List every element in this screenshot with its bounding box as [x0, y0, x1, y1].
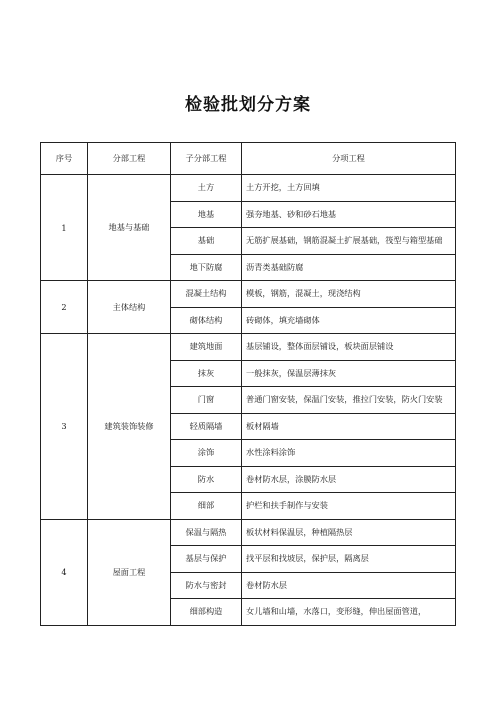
sub-items-cell: 基层铺设，整体面层铺设，板块面层铺设 [242, 334, 456, 361]
subdivision-cell: 防水 [171, 466, 242, 493]
serial-no-cell: 4 [41, 519, 88, 625]
subdivision-cell: 地基 [171, 201, 242, 228]
subdivision-cell: 土方 [171, 175, 242, 202]
sub-items-cell: 砖砌体，填充墙砌体 [242, 307, 456, 334]
serial-no-cell: 3 [41, 334, 88, 520]
table-row [41, 519, 456, 546]
subdivision-cell: 防水与密封 [171, 572, 242, 599]
division-cell: 主体结构 [88, 281, 171, 334]
sub-items-cell: 板材隔墙 [242, 413, 456, 440]
sub-items-cell: 卷材防水层 [242, 572, 456, 599]
sub-items-cell: 卷材防水层，涂膜防水层 [242, 466, 456, 493]
inspection-lot-table [40, 142, 456, 626]
division-cell: 建筑装饰装修 [88, 334, 171, 520]
sub-items-cell: 一般抹灰，保温层薄抹灰 [242, 360, 456, 387]
subdivision-cell: 基层与保护 [171, 546, 242, 573]
sub-items-cell: 土方开挖，土方回填 [242, 175, 456, 202]
division-cell: 屋面工程 [88, 519, 171, 625]
document-title: 检验批划分方案 [185, 95, 311, 115]
header-subdivision: 子分部工程 [171, 143, 242, 175]
subdivision-cell: 基础 [171, 228, 242, 255]
sub-items-cell: 普通门窗安装，保温门安装，推拉门安装，防火门安装 [242, 387, 456, 414]
sub-items-cell: 无筋扩展基础，钢筋混凝土扩展基础，筏型与箱型基础 [242, 228, 456, 255]
table-row [41, 175, 456, 202]
header-division: 分部工程 [88, 143, 171, 175]
table-row [41, 281, 456, 308]
header-sub-items: 分项工程 [242, 143, 456, 175]
table-row [41, 334, 456, 361]
sub-items-cell: 沥青类基础防腐 [242, 254, 456, 281]
sub-items-cell: 板状材料保温层，种植隔热层 [242, 519, 456, 546]
sub-items-cell: 强夯地基、砂和砂石地基 [242, 201, 456, 228]
sub-items-cell: 水性涂料涂饰 [242, 440, 456, 467]
subdivision-cell: 涂饰 [171, 440, 242, 467]
sub-items-cell: 模板，钢筋，混凝土，现浇结构 [242, 281, 456, 308]
subdivision-cell: 混凝土结构 [171, 281, 242, 308]
subdivision-cell: 抹灰 [171, 360, 242, 387]
division-cell: 地基与基础 [88, 175, 171, 281]
subdivision-cell: 保温与隔热 [171, 519, 242, 546]
subdivision-cell: 细部构造 [171, 599, 242, 626]
sub-items-cell: 护栏和扶手制作与安装 [242, 493, 456, 520]
subdivision-cell: 细部 [171, 493, 242, 520]
sub-items-cell: 找平层和找坡层，保护层，隔离层 [242, 546, 456, 573]
sub-items-cell: 女儿墙和山墙，水落口，变形缝，伸出屋面管道， [242, 599, 456, 626]
serial-no-cell: 2 [41, 281, 88, 334]
header-serial-no: 序号 [41, 143, 88, 175]
serial-no-cell: 1 [41, 175, 88, 281]
subdivision-cell: 建筑地面 [171, 334, 242, 361]
subdivision-cell: 门窗 [171, 387, 242, 414]
header-row [41, 143, 456, 175]
subdivision-cell: 地下防腐 [171, 254, 242, 281]
subdivision-cell: 砌体结构 [171, 307, 242, 334]
subdivision-cell: 轻质隔墙 [171, 413, 242, 440]
